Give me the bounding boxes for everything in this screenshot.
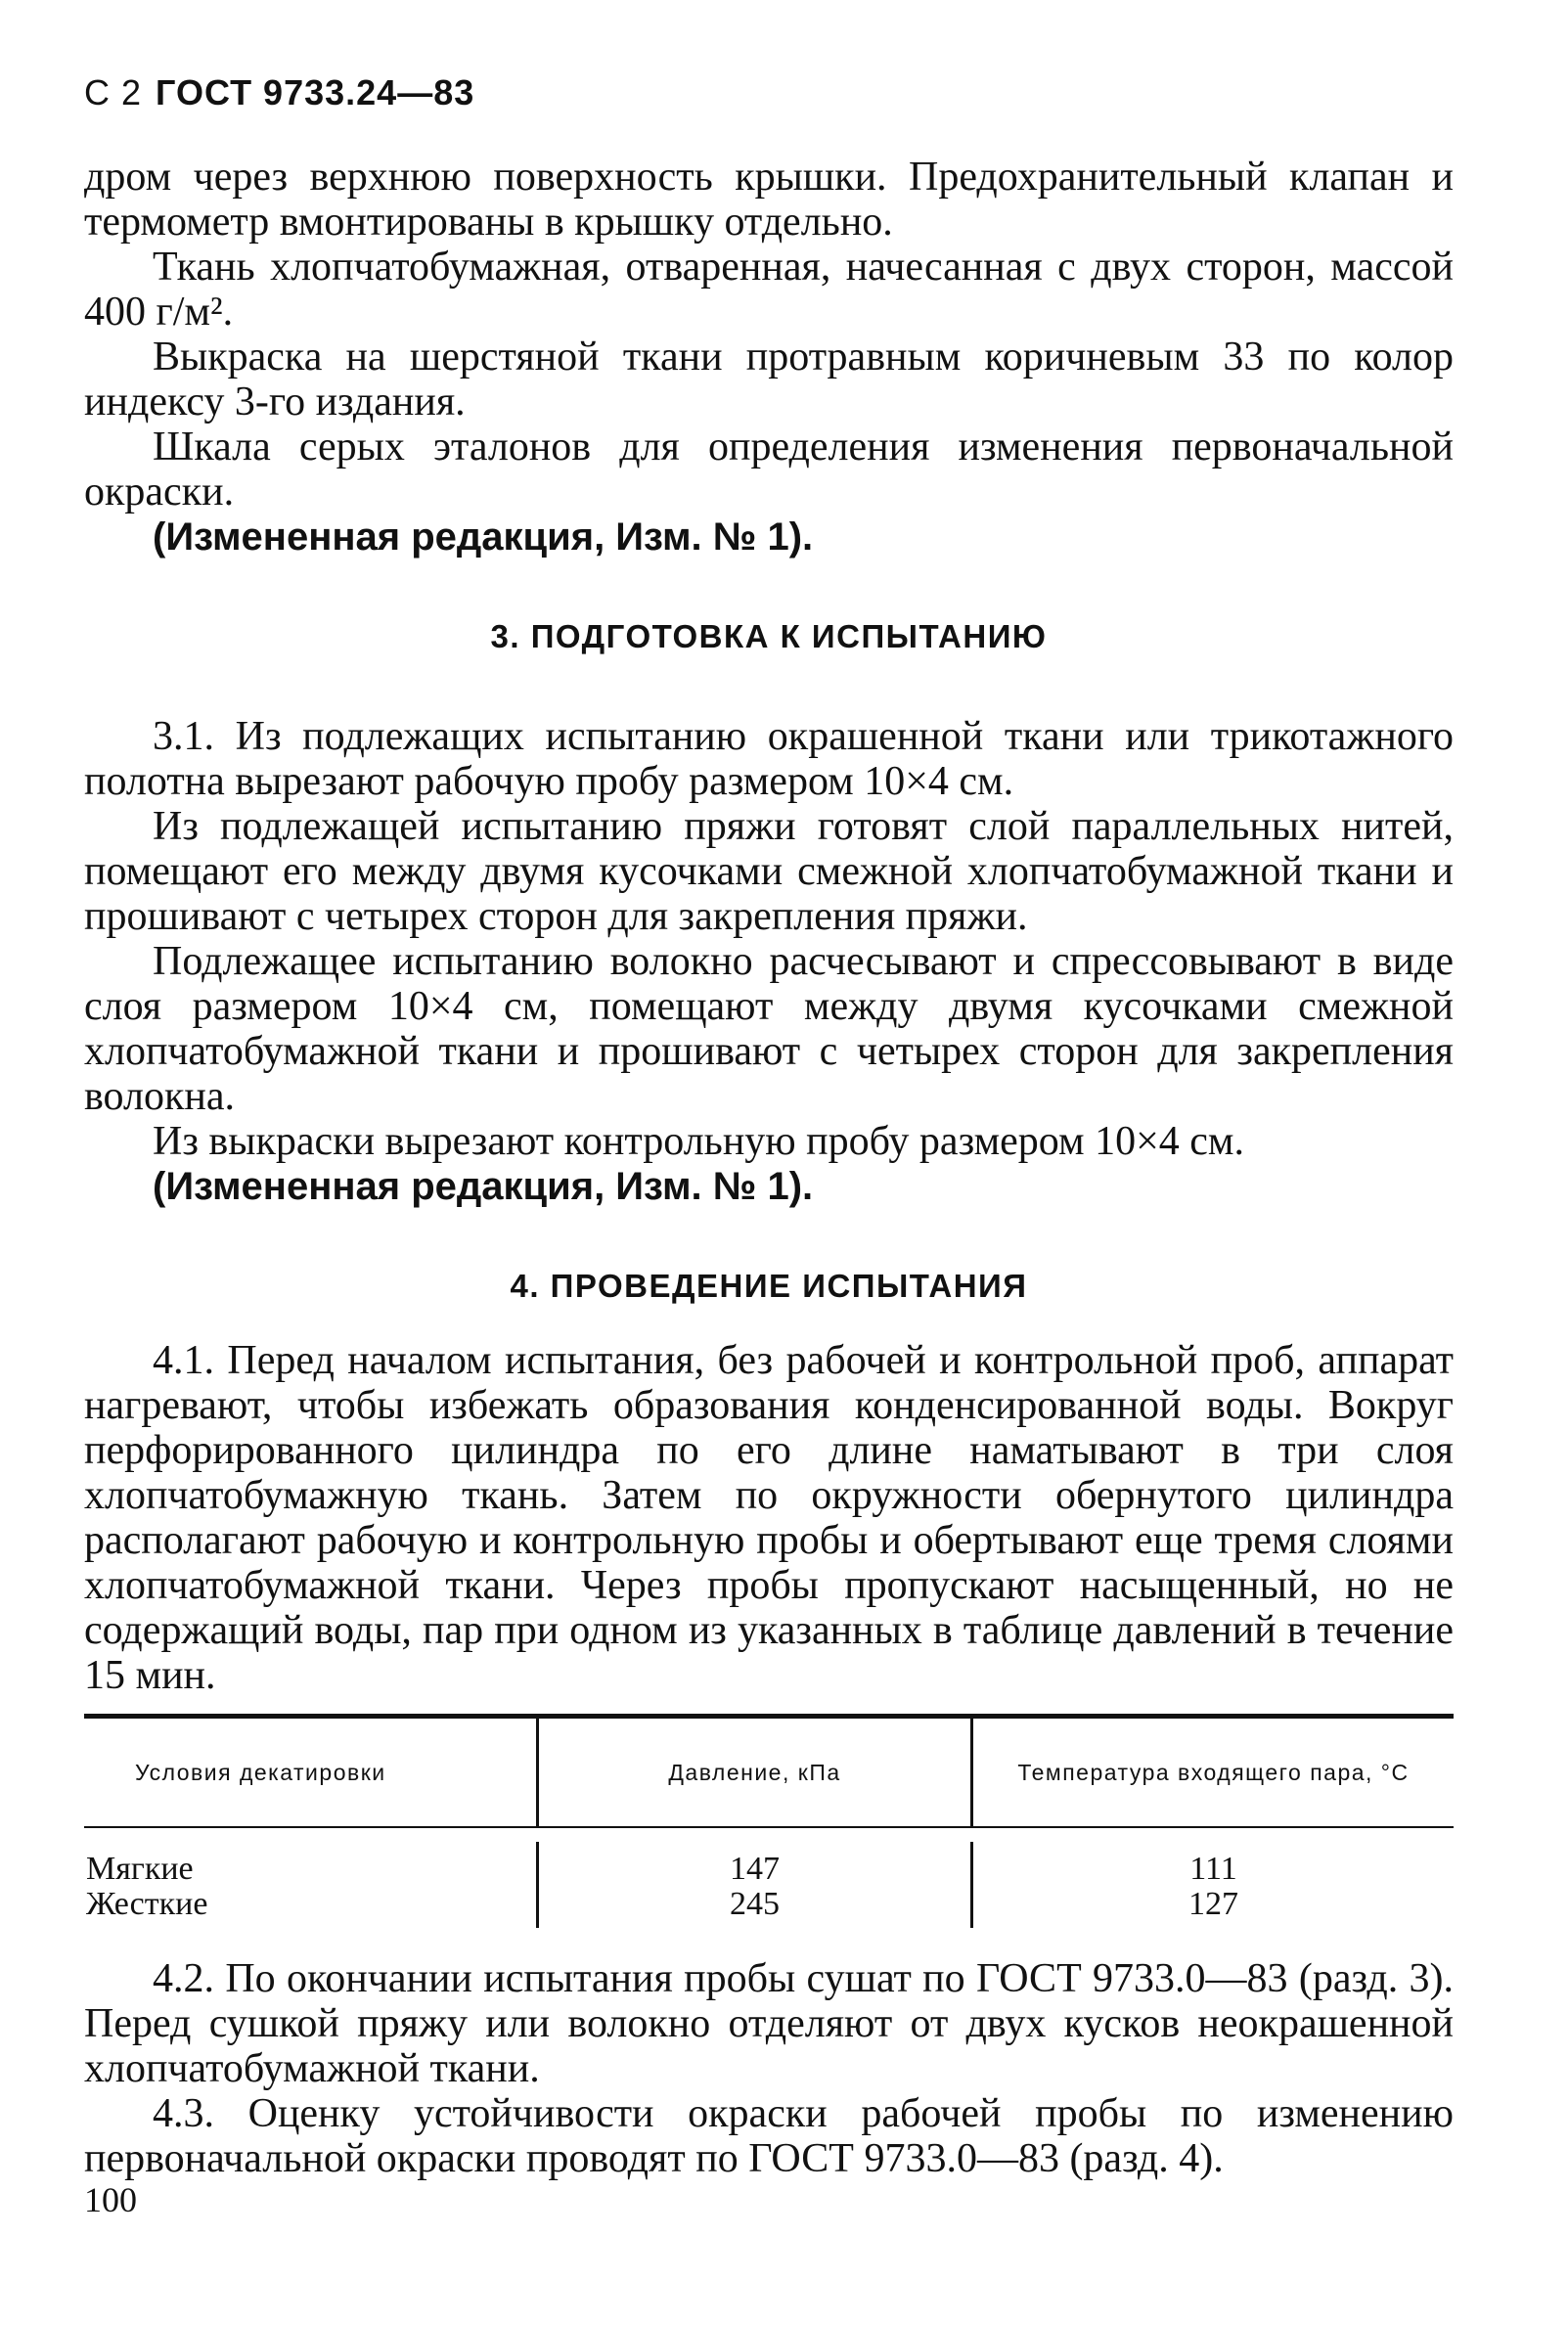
page-number: 100 (84, 2180, 137, 2219)
paragraph-4-2: 4.2. По окончании испытания пробы сушат по ГОСТ 9733.0—83 (разд. 3). Перед сушкой пряжу или волокно отделяют от двух кусков неокрашенной хлопчатобумажной ткани. (84, 1956, 1454, 2091)
section-3-title: 3. ПОДГОТОВКА К ИСПЫТАНИЮ (490, 618, 1048, 654)
standard-number: ГОСТ 9733.24—83 (156, 72, 475, 112)
table-body (84, 1842, 1454, 1928)
temperature-column (970, 1842, 1454, 1928)
table-header-row (84, 1719, 1454, 1826)
paragraph-4-3: 4.3. Оценку устойчивости окраски рабочей пробы по изменению первоначальной окраски проводят по ГОСТ 9733.0—83 (разд. 4). (84, 2091, 1454, 2181)
dyeing-paragraph: Выкраска на шерстяной ткани протравным коричневым 33 по колор индексу 3-го издания. (84, 335, 1454, 425)
section-4-title: 4. ПРОВЕДЕНИЕ ИСПЫТАНИЯ (510, 1268, 1028, 1304)
table-cell: Мягкие (86, 1851, 194, 1887)
continuation-paragraph: дром через верхнюю поверхность крышки. Предохранительный клапан и термометр вмонтированы в крышку отдельно. (84, 155, 1454, 245)
amendment-note: (Измененная редакция, Изм. № 1). (153, 515, 814, 559)
header-temperature: Температура входящего пара, °С (970, 1719, 1454, 1826)
table-header-rule (84, 1826, 1454, 1828)
decatizing-table (84, 1714, 1454, 1928)
header-conditions: Условия декатировки (135, 1760, 386, 1785)
table-cell: 127 (1188, 1886, 1238, 1922)
pressure-column (536, 1842, 970, 1928)
fiber-paragraph: Подлежащее испытанию волокно расчесывают и спрессовывают в виде слоя размером 10×4 см, помещают между двумя кусочками смежной хлопчатобумажной ткани и прошивают с четырех сторон для закрепления волокна. (84, 939, 1454, 1119)
table-cell: 245 (730, 1886, 780, 1922)
page-header-lead: С 2 (84, 72, 143, 112)
trailing-paragraphs (84, 1956, 1454, 2181)
conditions-column (84, 1842, 536, 1928)
document-body (84, 155, 1454, 1698)
control-sample-paragraph: Из выкраски вырезают контрольную пробу размером 10×4 см. (153, 1119, 1244, 1164)
table-cell: 147 (730, 1851, 780, 1887)
grey-scale-paragraph: Шкала серых эталонов для определения изменения первоначальной окраски. (84, 425, 1454, 514)
header-pressure: Давление, кПа (536, 1719, 970, 1826)
page-header (84, 72, 474, 113)
paragraph-4-1: 4.1. Перед началом испытания, без рабочей и контрольной проб, аппарат нагревают, чтобы избежать образования конденсированной воды. Вокруг перфорированного цилиндра по его длине наматывают в три слоя хлопчатобумажную ткань. Затем по окружности обернутого цилиндра располагают рабочую и контрольную пробы и обертывают еще тремя слоями хлопчатобумажной ткани. Через пробы пропускают насыщенный, но не содержащий воды, пар при одном из указанных в таблице давлений в течение 15 мин. (84, 1338, 1454, 1698)
fabric-paragraph: Ткань хлопчатобумажная, отваренная, начесанная с двух сторон, массой 400 г/м². (84, 245, 1454, 335)
paragraph-3-1: 3.1. Из подлежащих испытанию окрашенной ткани или трикотажного полотна вырезают рабочую пробу размером 10×4 см. (84, 714, 1454, 804)
yarn-paragraph: Из подлежащей испытанию пряжи готовят слой параллельных нитей, помещают его между двумя кусочками смежной хлопчатобумажной ткани и прошивают с четырех сторон для закрепления пряжи. (84, 804, 1454, 939)
section-3-amendment-note: (Измененная редакция, Изм. № 1). (153, 1165, 814, 1208)
table-cell: 111 (1189, 1851, 1237, 1887)
table-cell: Жесткие (86, 1886, 208, 1922)
